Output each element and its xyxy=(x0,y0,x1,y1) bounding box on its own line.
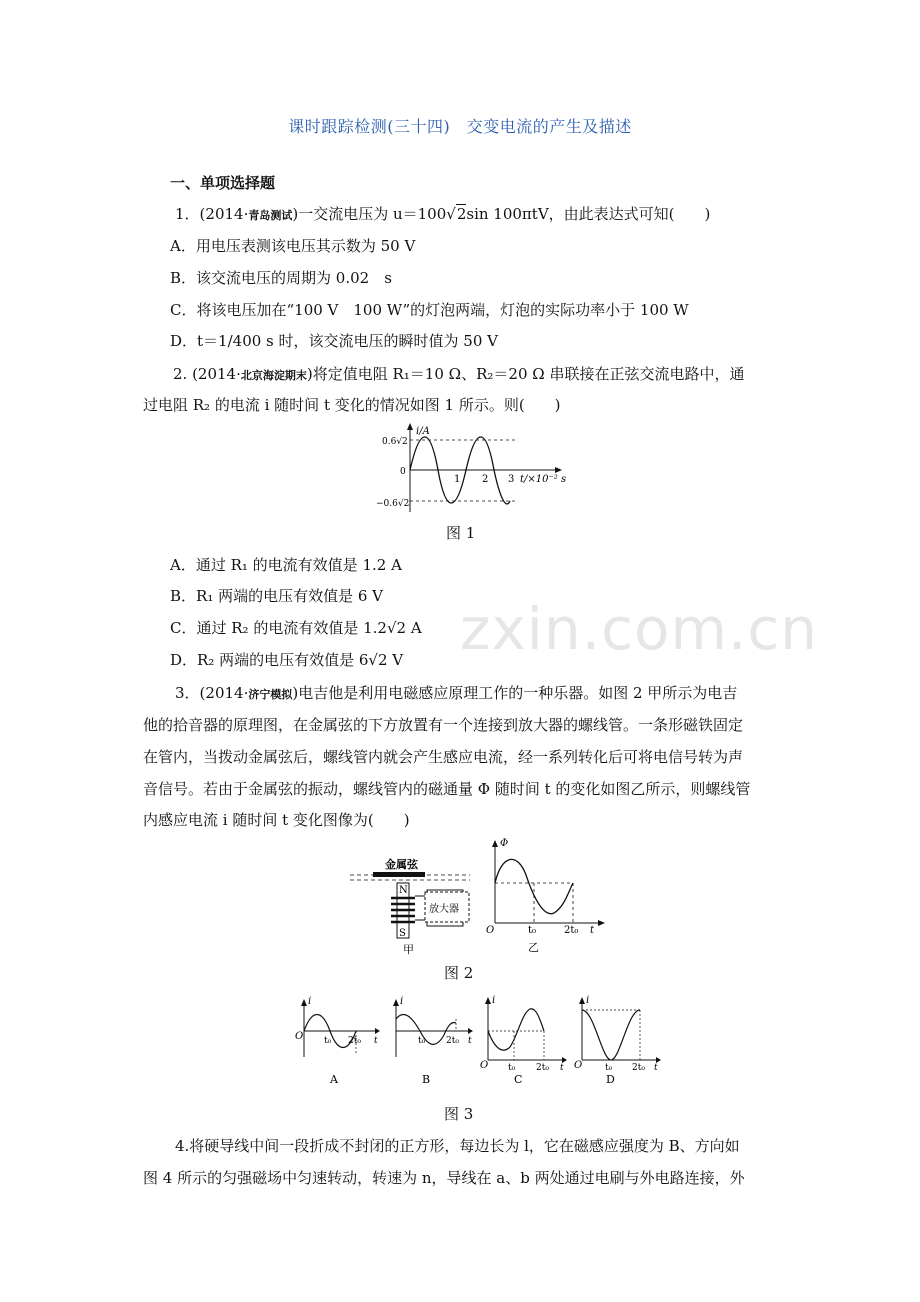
page-title: 课时跟踪检测(三十四) 交变电流的产生及描述 xyxy=(288,117,632,136)
svg-text:t₀: t₀ xyxy=(605,1063,613,1073)
metal-string xyxy=(373,872,425,877)
fig3-label-d: D xyxy=(606,1073,615,1086)
svg-text:t: t xyxy=(654,1063,658,1073)
fig1-tick-3: 3 xyxy=(508,474,515,485)
q3-source: 济宁模拟 xyxy=(248,688,293,701)
fig1-xlabel: t/×10⁻² s xyxy=(520,474,567,485)
q1-option-d: D．t＝1/400 s 时，该交流电压的瞬时值为 50 V xyxy=(170,332,498,350)
watermark: zxin.com.cn xyxy=(460,595,819,663)
svg-text:O: O xyxy=(480,1060,489,1071)
svg-text:t: t xyxy=(468,1036,472,1046)
q2-line1: 2. (2014·北京海淀期末)将定值电阻 R₁＝10 Ω、R₂＝20 Ω 串联接在正弦交流电路中，通 xyxy=(173,365,745,383)
svg-text:2t₀: 2t₀ xyxy=(564,925,579,936)
fig3-label-b: B xyxy=(422,1073,431,1086)
q3-line2: 他的拾音器的原理图，在金属弦的下方放置有一个连接到放大器的螺线管。一条形磁铁固定 xyxy=(143,716,744,734)
svg-text:i: i xyxy=(492,995,496,1006)
fig3-caption: 图 3 xyxy=(444,1105,474,1123)
svg-text:t₀: t₀ xyxy=(508,1063,516,1073)
q3-line4: 音信号。若由于金属弦的振动，螺线管内的磁通量 Φ 随时间 t 的变化如图乙所示，则螺线管 xyxy=(143,780,751,798)
q2-option-b: B．R₁ 两端的电压有效值是 6 V xyxy=(170,587,384,605)
q2-option-c: C．通过 R₂ 的电流有效值是 1.2√2 A xyxy=(170,619,422,637)
q4-line1: 4.将硬导线中间一段折成不封闭的正方形，每边长为 l，它在磁感应强度为 B、方向如 xyxy=(175,1137,740,1155)
svg-text:t₀: t₀ xyxy=(528,925,537,936)
q1-stem: 1．(2014·青岛测试)一交流电压为 u＝100√2sin 100πtV，由此表达式可知( ) xyxy=(175,205,711,223)
figure-2-jia xyxy=(345,850,480,955)
fig1-tick-1: 1 xyxy=(454,474,461,485)
svg-text:t: t xyxy=(590,925,595,936)
fig1-tick-2: 2 xyxy=(482,474,489,485)
fig2-jia-label: 甲 xyxy=(403,943,414,956)
svg-text:2t₀: 2t₀ xyxy=(536,1063,549,1073)
fig2-yi-label: 乙 xyxy=(528,941,539,954)
svg-text:S: S xyxy=(399,928,406,939)
q2-option-a: A．通过 R₁ 的电流有效值是 1.2 A xyxy=(170,556,402,574)
fig1-ybot: −0.6√2 xyxy=(376,499,410,509)
svg-text:i: i xyxy=(586,995,590,1006)
svg-text:Φ: Φ xyxy=(500,838,509,849)
svg-text:t: t xyxy=(374,1036,378,1046)
q2-option-d: D．R₂ 两端的电压有效值是 6√2 V xyxy=(170,651,404,669)
q3-line3: 在管内，当拨动金属弦后，螺线管内就会产生感应电流，经一系列转化后可将电信号转为声 xyxy=(143,748,744,766)
fig1-ylabel: i/A xyxy=(416,426,430,437)
svg-text:t: t xyxy=(560,1063,564,1073)
svg-text:放大器: 放大器 xyxy=(429,904,459,915)
q1-source: 青岛测试 xyxy=(248,209,293,222)
q3-line5: 内感应电流 i 随时间 t 变化图像为( ) xyxy=(143,811,410,829)
svg-text:O: O xyxy=(295,1031,304,1042)
fig1-ytop: 0.6√2 xyxy=(382,437,408,447)
svg-text:2t₀: 2t₀ xyxy=(348,1036,361,1046)
q4-line2: 图 4 所示的匀强磁场中匀速转动，转速为 n，导线在 a、b 两处通过电刷与外电路连接，外 xyxy=(143,1169,745,1187)
figure-1 xyxy=(376,420,580,520)
svg-text:N: N xyxy=(399,885,408,896)
q1-option-c: C．将该电压加在“100 V 100 W”的灯泡两端，灯泡的实际功率小于 100 W xyxy=(170,301,689,319)
svg-text:O: O xyxy=(574,1060,583,1071)
svg-text:i: i xyxy=(400,996,404,1007)
q1-option-a: A．用电压表测该电压其示数为 50 V xyxy=(170,237,416,255)
fig1-caption: 图 1 xyxy=(446,524,476,542)
svg-text:2t₀: 2t₀ xyxy=(446,1036,459,1046)
fig3-label-a: A xyxy=(330,1073,338,1086)
figure-3-d xyxy=(572,995,664,1090)
fig1-origin: 0 xyxy=(400,467,406,477)
q1-option-b: B．该交流电压的周期为 0.02 s xyxy=(170,269,392,287)
fig3-label-c: C xyxy=(514,1073,523,1086)
svg-text:i: i xyxy=(308,996,312,1007)
figure-3-c xyxy=(478,995,570,1090)
q2-source: 北京海淀期末 xyxy=(240,369,307,382)
svg-text:O: O xyxy=(486,925,495,936)
q2-line2: 过电阻 R₂ 的电流 i 随时间 t 变化的情况如图 1 所示。则( ) xyxy=(143,396,561,414)
q3-line1: 3．(2014·济宁模拟)电吉他是利用电磁感应原理工作的一种乐器。如图 2 甲所示为电吉 xyxy=(175,684,738,702)
svg-text:t₀: t₀ xyxy=(324,1036,332,1046)
figure-2-yi xyxy=(480,835,610,955)
fig2-string-label: 金属弦 xyxy=(385,858,418,871)
fig2-caption: 图 2 xyxy=(444,964,474,982)
figure-3-b xyxy=(386,995,476,1090)
svg-text:t₀: t₀ xyxy=(418,1036,426,1046)
svg-text:2t₀: 2t₀ xyxy=(632,1063,645,1073)
figure-3-a xyxy=(292,995,382,1090)
section-heading: 一、单项选择题 xyxy=(170,174,276,192)
